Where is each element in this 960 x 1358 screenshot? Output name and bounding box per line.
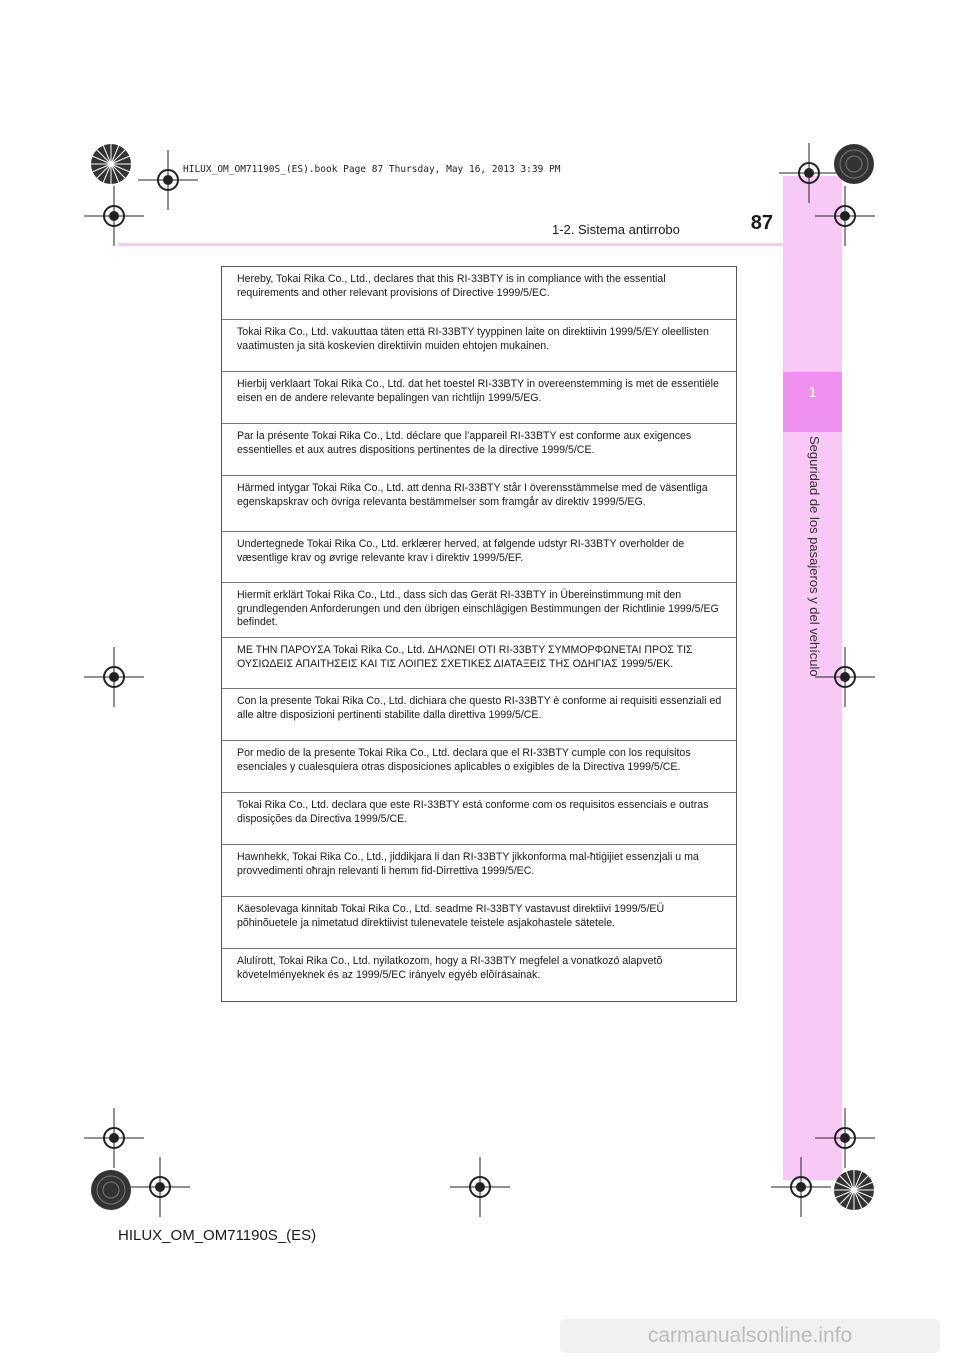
- registration-crosshair-icon: [138, 150, 198, 210]
- chapter-number: 1: [808, 384, 817, 401]
- declarations-box: [221, 266, 737, 1002]
- declaration-french: Par la présente Tokai Rika Co., Ltd. déclare que l’appareil RI-33BTY est conforme aux exigences essentielles et aux autres dispositions pertinentes de la directive 1999/5/CE.: [222, 424, 736, 476]
- starburst-mark-icon: [88, 1167, 134, 1213]
- declaration-maltese: Hawnhekk, Tokai Rika Co., Ltd., jiddikjara li dan RI-33BTY jikkonforma mal-ħtiġijiet essenzjali u ma provvedimenti oħrajn relevanti li hemm fid-Dirrettiva 1999/5/EC.: [222, 845, 736, 897]
- declaration-greek: ΜΕ ΤΗΝ ΠΑΡΟΥΣΑ Tokai Rika Co., Ltd. ΔΗΛΩΝΕΙ ΟΤΙ RI-33BTY ΣΥΜΜΟΡΦΩΝΕΤΑΙ ΠΡΟΣ ΤΙΣ ΟΥΣΙΩΔΕΙΣ ΑΠΑΙΤΗΣΕΙΣ ΚΑΙ ΤΙΣ ΛΟΙΠΕΣ ΣΧΕΤΙΚΕΣ ΔΙΑΤΑΞΕΙΣ ΤΗΣ ΟΔΗΓΙΑΣ 1999/5/ΕΚ.: [222, 638, 736, 689]
- declaration-estonian: Käesolevaga kinnitab Tokai Rika Co., Ltd. seadme RI-33BTY vastavust direktiivi 1999/5/EÜ põhinõuetele ja nimetatud direktiivist tulenevatele teistele asjakohastele sätetele.: [222, 897, 736, 949]
- chapter-title: Seguridad de los pasajeros y del vehículo: [807, 436, 822, 677]
- registration-crosshair-icon: [84, 186, 144, 246]
- declaration-portuguese: Tokai Rika Co., Ltd. declara que este RI-33BTY está conforme com os requisitos essenciais e outras disposições da Directiva 1999/5/CE.: [222, 793, 736, 845]
- declaration-finnish: Tokai Rika Co., Ltd. vakuuttaa täten että RI-33BTY tyyppinen laite on direktiivin 1999/5/EY oleellisten vaatimusten ja sitä koskevien direktiivin muiden ehtojen mukainen.: [222, 320, 736, 372]
- registration-crosshair-icon: [130, 1157, 190, 1217]
- footer-code: HILUX_OM_OM71190S_(ES): [118, 1227, 317, 1244]
- section-title: 1-2. Sistema antirrobo: [552, 222, 680, 237]
- declaration-swedish: Härmed intygar Tokai Rika Co., Ltd. att denna RI-33BTY står I överensstämmelse med de väsentliga egenskapskrav och övriga relevanta bestämmelser som framgår av direktiv 1999/5/EG.: [222, 476, 736, 532]
- registration-crosshair-icon: [815, 647, 875, 707]
- chapter-number-tab: [783, 372, 842, 432]
- starburst-mark-icon: [831, 141, 877, 187]
- registration-crosshair-icon: [84, 647, 144, 707]
- declaration-danish: Undertegnede Tokai Rika Co., Ltd. erklærer herved, at følgende udstyr RI-33BTY overholder de væsentlige krav og øvrige relevante krav i direktiv 1999/5/EF.: [222, 532, 736, 583]
- registration-crosshair-icon: [450, 1157, 510, 1217]
- declaration-dutch: Hierbij verklaart Tokai Rika Co., Ltd. dat het toestel RI-33BTY in overeenstemming is met de essentiële eisen en de andere relevante bepalingen van richtlijn 1999/5/EG.: [222, 372, 736, 424]
- page-number: 87: [750, 212, 773, 234]
- declaration-italian: Con la presente Tokai Rika Co., Ltd. dichiara che questo RI-33BTY è conforme ai requisiti essenziali ed alle altre disposizioni pertinenti stabilite dalla direttiva 1999/5/CE.: [222, 689, 736, 741]
- registration-crosshair-icon: [815, 186, 875, 246]
- starburst-mark-icon: [831, 1167, 877, 1213]
- declaration-hungarian: Alulírott, Tokai Rika Co., Ltd. nyilatkozom, hogy a RI-33BTY megfelel a vonatkozó alapvetõ követelményeknek és az 1999/5/EC irányelv egyéb elõírásainak.: [237, 955, 663, 981]
- watermark: carmanualsonline.info: [560, 1319, 940, 1353]
- starburst-mark-icon: [88, 141, 134, 187]
- declaration-german: Hiermit erklärt Tokai Rika Co., Ltd., dass sich das Gerät RI-33BTY in Übereinstimmung mit den grundlegenden Anforderungen und den übrigen einschlägigen Bestimmungen der Richtlinie 1999/5/EG befindet.: [222, 583, 736, 638]
- declaration-spanish: Por medio de la presente Tokai Rika Co., Ltd. declara que el RI-33BTY cumple con los requisitos esenciales y cualesquiera otras disposiciones aplicables o exigibles de la Directiva 1999/5/CE.: [222, 741, 736, 793]
- header-rule: [118, 243, 783, 246]
- registration-crosshair-icon: [771, 1157, 831, 1217]
- declaration-english: Hereby, Tokai Rika Co., Ltd., declares that this RI-33BTY is in compliance with the essential requirements and other relevant provisions of Directive 1999/5/EC.: [222, 267, 736, 320]
- print-info: HILUX_OM_OM71190S_(ES).book Page 87 Thursday, May 16, 2013 3:39 PM: [183, 164, 561, 175]
